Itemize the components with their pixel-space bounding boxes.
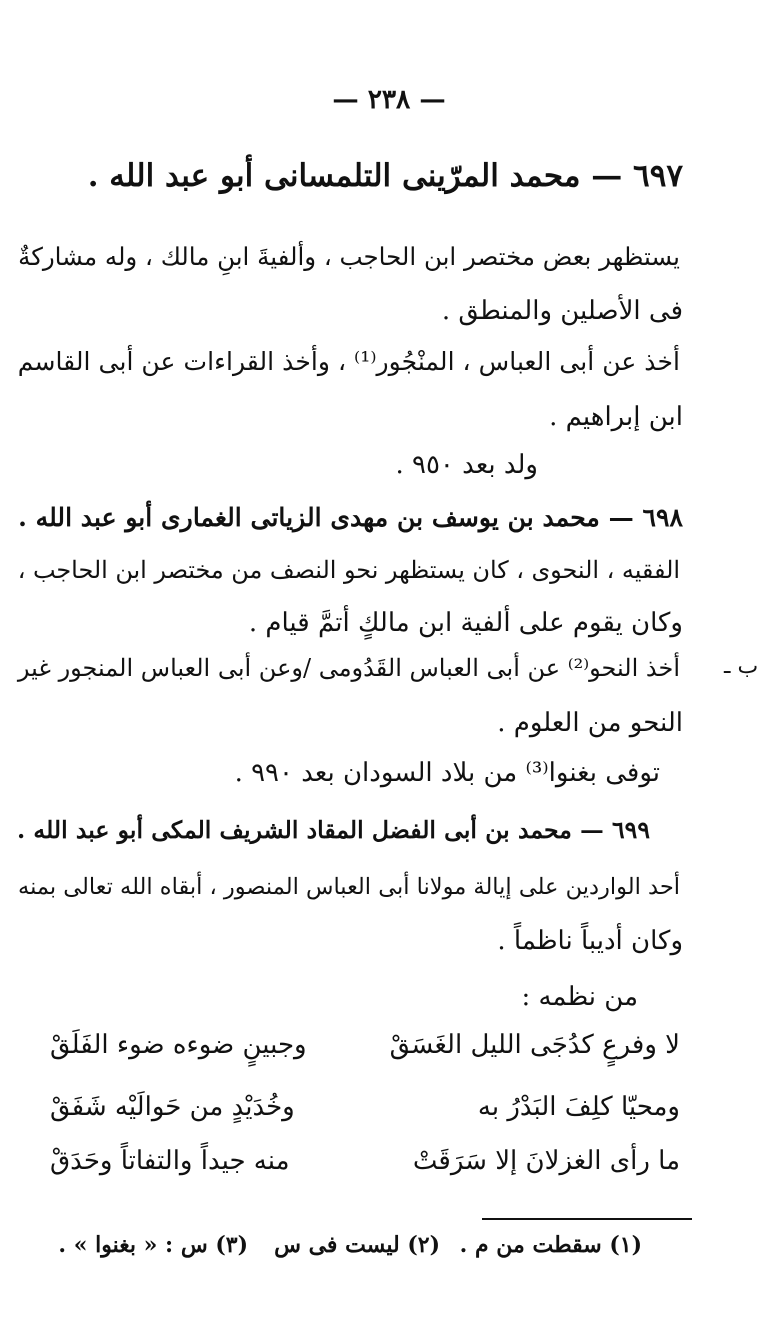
entry-heading-698: ٦٩٨ — محمد بن يوسف بن مهدى الزياتى الغمارى أبو عبد الله . [18,502,683,532]
poem-first-hemistich: ما رأى الغزلانَ إلا سَرَقَتْ [412,1146,680,1176]
poem-first-hemistich: لا وفرعٍ كدُجَى الليل الغَسَقْ [389,1030,680,1060]
entry-699-line-1: أحد الواردين على إيالة مولانا أبى العباس المنصور ، أبقاه الله تعالى بمنه [18,874,680,900]
footnote-3: (٣) س : « بغنوا » . [58,1232,248,1258]
poem-second-hemistich: وخُدَيْدٍ من حَوالَيْه شَفَقْ [50,1092,295,1122]
entry-699-line-3: من نظمه : [521,982,638,1012]
poem-verse [50,1092,680,1122]
entry-698-line-3: أخذ النحو⁽²⁾ عن أبى العباس القَدُومى /وعن أبى العباس المنجور غير [17,654,680,682]
entry-698-line-2: وكان يقوم على ألفية ابن مالكٍ أتمَّ قيام . [248,608,683,638]
footnote-2: (٢) ليست فى س [274,1232,440,1258]
footnote-divider [482,1218,692,1220]
entry-697-line-1: يستظهر بعض مختصر ابن الحاجب ، وألفيةَ ابنِ مالك ، وله مشاركةٌ [18,242,680,271]
poem-first-hemistich: ومحيّا كلِفَ البَدْرُ به [477,1092,680,1122]
entry-697-line-4: ابن إبراهيم . [549,402,683,432]
entry-698-line-5: توفى بغنوا⁽³⁾ من بلاد السودان بعد ٩٩٠ . [234,758,660,788]
entry-heading-697: ٦٩٧ — محمد المرّينى التلمسانى أبو عبد الله . [87,158,683,194]
poem-verse [50,1146,680,1176]
entry-698-line-4: النحو من العلوم . [497,708,683,738]
entry-697-line-3: أخذ عن أبى العباس ، المنْجُور⁽¹⁾ ، وأخذ القراءات عن أبى القاسم [17,347,680,376]
page-number: — ٢٣٨ — [332,84,446,115]
footnote-1: (١) سقطت من م . [459,1232,642,1258]
poem-second-hemistich: وجبينٍ ضوءه ضوء الفَلَقْ [50,1030,307,1060]
entry-heading-699: ٦٩٩ — محمد بن أبى الفضل المقاد الشريف المكى أبو عبد الله . [16,816,650,844]
entry-699-line-2: وكان أديباً ناظماً . [497,926,683,956]
poem-second-hemistich: منه جيداً والتفاتاً وحَدَقْ [50,1146,290,1176]
poem-verse [50,1030,680,1060]
entry-697-line-5: ولد بعد ٩٥٠ . [395,450,538,480]
entry-697-line-2: فى الأصلين والمنطق . [441,296,683,326]
entry-698-line-1: الفقيه ، النحوى ، كان يستظهر نحو النصف من مختصر ابن الحاجب ، [17,556,680,584]
margin-marker: ب ـ [724,654,759,679]
